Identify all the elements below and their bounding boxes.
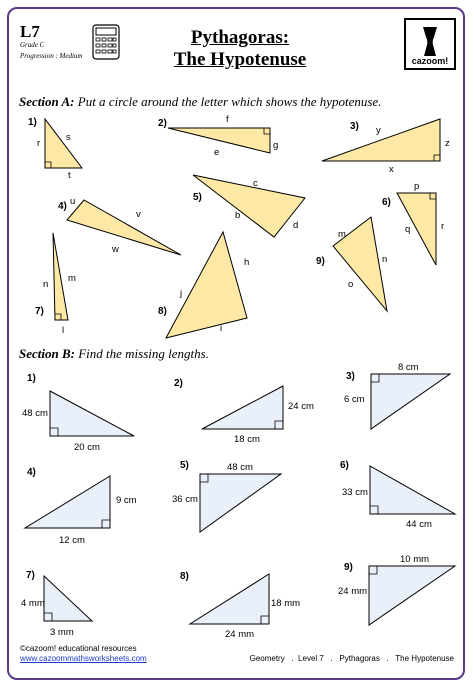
triangle — [50, 391, 134, 436]
length-label: 12 cm — [59, 535, 85, 546]
side-label: y — [376, 125, 381, 136]
question-number: 6) — [382, 197, 391, 208]
side-label: z — [445, 138, 450, 149]
question-number: 6) — [340, 460, 349, 471]
length-label: 44 cm — [406, 519, 432, 530]
section-b-q8 — [180, 571, 300, 640]
length-label: 48 cm — [22, 408, 48, 419]
triangle — [67, 200, 181, 255]
side-label: n — [382, 254, 388, 265]
side-label: n — [43, 279, 49, 290]
question-number: 5) — [193, 192, 202, 203]
side-label: o — [348, 279, 354, 290]
section-a-label: Section A: — [19, 94, 75, 109]
section-a-q9 — [316, 217, 387, 311]
question-number: 8) — [158, 306, 167, 317]
triangle — [397, 193, 436, 265]
length-label: 20 cm — [74, 442, 100, 453]
grade-label: Grade C — [20, 41, 45, 49]
question-number: 1) — [28, 117, 37, 128]
length-label: 4 mm — [21, 598, 45, 609]
section-a-q8 — [158, 232, 249, 338]
section-a-instruction: Put a circle around the letter which shows the hypotenuse. — [77, 94, 382, 109]
length-label: 18 mm — [271, 598, 301, 609]
length-label: 6 cm — [344, 394, 365, 405]
section-a-q6 — [382, 181, 444, 265]
side-label: f — [226, 114, 229, 125]
question-number: 2) — [158, 118, 167, 129]
triangle — [25, 476, 110, 528]
question-number: 3) — [346, 371, 355, 382]
question-number: 9) — [344, 562, 353, 573]
worksheet-subtitle: The Hypotenuse — [173, 49, 307, 70]
question-number: 5) — [180, 460, 189, 471]
section-b-q9 — [338, 554, 455, 625]
question-number: 2) — [174, 378, 183, 389]
side-label: v — [136, 209, 141, 220]
side-label: u — [70, 196, 76, 207]
length-label: 8 cm — [398, 362, 419, 373]
question-number: 4) — [58, 201, 67, 212]
section-b-instruction: Find the missing lengths. — [78, 346, 209, 361]
section-b-q6 — [340, 460, 455, 530]
section-a-q3 — [322, 119, 450, 175]
triangle — [53, 233, 68, 320]
section-b-q5 — [172, 460, 281, 532]
triangle — [371, 374, 450, 429]
side-label: b — [235, 210, 241, 221]
side-label: t — [68, 170, 71, 181]
length-label: 33 cm — [342, 487, 368, 498]
question-number: 1) — [27, 373, 36, 384]
side-label: q — [405, 224, 411, 235]
side-label: x — [389, 164, 394, 175]
section-b-label: Section B: — [19, 346, 75, 361]
triangle — [369, 566, 455, 625]
side-label: d — [293, 220, 299, 231]
footer-website-link[interactable]: www.cazoommathsworksheets.com — [20, 654, 147, 663]
side-label: g — [273, 140, 279, 151]
triangle — [200, 474, 281, 532]
triangle — [322, 119, 440, 161]
triangle — [193, 175, 305, 237]
length-label: 18 cm — [234, 434, 260, 445]
side-label: l — [62, 325, 65, 336]
footer-copyright: ©cazoom! educational resources — [20, 644, 137, 653]
side-label: m — [338, 229, 346, 240]
triangle — [190, 574, 269, 624]
side-label: h — [244, 257, 250, 268]
length-label: 10 mm — [400, 554, 430, 565]
length-label: 48 cm — [227, 462, 253, 473]
side-label: r — [441, 221, 445, 232]
section-b-q4 — [25, 467, 137, 546]
side-label: m — [68, 273, 76, 284]
question-number: 4) — [27, 467, 36, 478]
question-number: 3) — [350, 121, 359, 132]
side-label: i — [220, 323, 223, 334]
side-label: c — [253, 178, 258, 189]
side-label: w — [112, 244, 119, 255]
length-label: 24 mm — [225, 629, 255, 640]
question-number: 9) — [316, 256, 325, 267]
section-a-q4 — [58, 196, 181, 255]
section-a-q1 — [28, 117, 82, 181]
triangle — [370, 466, 455, 514]
section-b-q3 — [344, 362, 450, 429]
length-label: 24 cm — [288, 401, 314, 412]
length-label: 24 mm — [338, 586, 368, 597]
section-b-q2 — [174, 378, 314, 445]
side-label: r — [37, 138, 41, 149]
side-label: j — [180, 288, 183, 299]
question-number: 7) — [26, 570, 35, 581]
progression-label: Progression : Medium — [20, 52, 83, 60]
logo-text: cazoom! — [411, 56, 449, 66]
question-number: 7) — [35, 306, 44, 317]
triangle — [45, 119, 82, 168]
length-label: 9 cm — [116, 495, 137, 506]
side-label: s — [66, 132, 71, 143]
question-number: 8) — [180, 571, 189, 582]
side-label: e — [214, 147, 220, 158]
section-a-q5 — [193, 175, 305, 237]
worksheet-title: Pythagoras: — [190, 27, 290, 48]
triangle — [44, 576, 92, 621]
section-b-q1 — [22, 373, 134, 453]
section-b-q7 — [21, 570, 92, 638]
triangle — [202, 386, 283, 429]
triangle — [166, 232, 250, 338]
length-label: 3 mm — [50, 627, 74, 638]
section-a-q2 — [158, 114, 278, 158]
side-label: p — [414, 181, 420, 192]
section-a-q7 — [35, 233, 76, 336]
length-label: 36 cm — [172, 494, 198, 505]
level-label: L7 — [20, 22, 40, 41]
footer-breadcrumb: Geometry . Level 7 . Pythagoras . The Hypotenuse — [249, 654, 454, 663]
